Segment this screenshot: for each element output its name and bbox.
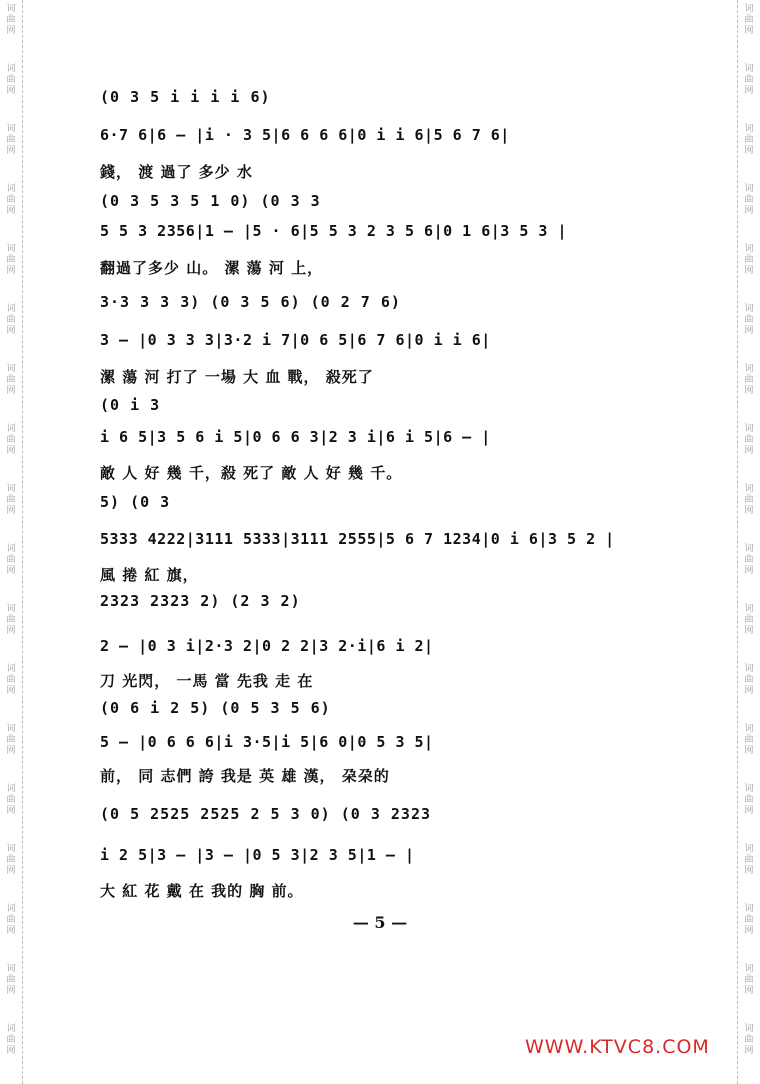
side-watermark-glyphs: 词 曲 网 (6, 4, 16, 36)
side-watermark-glyphs: 词 曲 网 (744, 664, 754, 696)
side-watermark-glyphs: 词 曲 网 (6, 124, 16, 156)
side-watermark-glyphs: 词 曲 网 (744, 1024, 754, 1056)
side-watermark-glyphs: 词 曲 网 (6, 364, 16, 396)
lyric-line-6: 刀 光閃， 一馬 當 先我 走 在 (100, 672, 314, 690)
score-line-7: 5 — |0 6 6 6|i 3·5|i 5|6 0|0 5 3 5| (100, 733, 434, 751)
side-watermark-glyphs: 词 曲 网 (744, 724, 754, 756)
page-number: — 5 — (352, 913, 408, 932)
side-watermark-glyphs: 词 曲 网 (6, 484, 16, 516)
side-watermark-glyphs: 词 曲 网 (6, 64, 16, 96)
score-line-6: 2 — |0 3 i|2·3 2|0 2 2|3 2·i|6 i 2| (100, 637, 434, 655)
score-line-2: 5 5 3 2356|1 — |5 · 6|5 5 3 2 3 5 6|0 1 6|3 5 3 | (100, 222, 568, 240)
side-watermark-glyphs: 词 曲 网 (744, 364, 754, 396)
lyric-line-1: 錢， 渡 過了 多少 水 (100, 163, 253, 181)
side-watermark-glyphs: 词 曲 网 (6, 724, 16, 756)
side-watermark-glyphs: 词 曲 网 (744, 4, 754, 36)
side-watermark-glyphs: 词 曲 网 (744, 484, 754, 516)
side-watermark-glyphs: 词 曲 网 (6, 304, 16, 336)
side-watermark-glyphs: 词 曲 网 (6, 784, 16, 816)
side-watermark-glyphs: 词 曲 网 (744, 904, 754, 936)
side-watermark-glyphs: 词 曲 网 (6, 664, 16, 696)
side-watermark-glyphs: 词 曲 网 (6, 544, 16, 576)
side-watermark-glyphs: 词 曲 网 (744, 244, 754, 276)
side-watermark-glyphs: 词 曲 网 (744, 64, 754, 96)
side-watermark-glyphs: 词 曲 网 (6, 1024, 16, 1056)
side-watermark-glyphs: 词 曲 网 (6, 904, 16, 936)
side-watermark-glyphs: 词 曲 网 (744, 544, 754, 576)
cue-line-8: (0 5 2525 2525 2 5 3 0) (0 3 2323 (100, 805, 432, 823)
cue-line-6: 2323 2323 2) (2 3 2) (100, 592, 301, 610)
cue-line-7: (0 6 i 2 5) (0 5 3 5 6) (100, 699, 331, 717)
cue-line-1: (0 3 5 i i i i 6) (100, 88, 271, 106)
lyric-line-4: 敵 人 好 幾 千，殺 死了 敵 人 好 幾 千。 (100, 464, 403, 482)
lyric-line-8: 大 紅 花 戴 在 我的 胸 前。 (100, 882, 304, 900)
cue-line-4: (0 i 3 (100, 396, 161, 414)
side-watermark-glyphs: 词 曲 网 (6, 604, 16, 636)
lyric-line-2: 翻過了多少 山。 漯 蕩 河 上， (100, 259, 324, 277)
side-watermark-glyphs: 词 曲 网 (744, 604, 754, 636)
lyric-line-5: 風 捲 紅 旗， (100, 566, 199, 584)
score-line-3: 3 — |0 3 3 3|3·2 i 7|0 6 5|6 7 6|0 i i 6| (100, 331, 491, 349)
score-line-8: i 2 5|3 — |3 — |0 5 3|2 3 5|1 — | (100, 846, 415, 864)
cue-line-5: 5) (0 3 (100, 493, 171, 511)
side-watermark-glyphs: 词 曲 网 (744, 184, 754, 216)
side-watermark-glyphs: 词 曲 网 (6, 244, 16, 276)
side-watermark-glyphs: 词 曲 网 (6, 964, 16, 996)
side-watermark-glyphs: 词 曲 网 (744, 784, 754, 816)
side-watermark-glyphs: 词 曲 网 (744, 124, 754, 156)
side-watermark-glyphs: 词 曲 网 (6, 184, 16, 216)
score-line-4: i 6 5|3 5 6 i 5|0 6 6 3|2 3 i|6 i 5|6 — | (100, 428, 491, 446)
side-watermark-glyphs: 词 曲 网 (744, 964, 754, 996)
side-watermark-glyphs: 词 曲 网 (744, 304, 754, 336)
score-line-5: 5333 4222|3111 5333|3111 2555|5 6 7 1234|0 i 6|3 5 2 | (100, 530, 615, 548)
score-line-1: 6·7 6|6 — |i · 3 5|6 6 6 6|0 i i 6|5 6 7 6| (100, 126, 510, 144)
side-watermark-glyphs: 词 曲 网 (744, 424, 754, 456)
site-watermark: WWW.KTVC8.COM (525, 1036, 710, 1058)
lyric-line-3: 漯 蕩 河 打了 一場 大 血 戰， 殺死了 (100, 368, 374, 386)
side-watermark-glyphs: 词 曲 网 (6, 424, 16, 456)
cue-line-2: (0 3 5 3 5 1 0) (0 3 3 (100, 192, 321, 210)
cue-line-3: 3·3 3 3 3) (0 3 5 6) (0 2 7 6) (100, 293, 401, 311)
side-watermark-glyphs: 词 曲 网 (744, 844, 754, 876)
side-watermark-glyphs: 词 曲 网 (6, 844, 16, 876)
lyric-line-7: 前， 同 志們 誇 我是 英 雄 漢， 朶朶的 (100, 767, 390, 785)
